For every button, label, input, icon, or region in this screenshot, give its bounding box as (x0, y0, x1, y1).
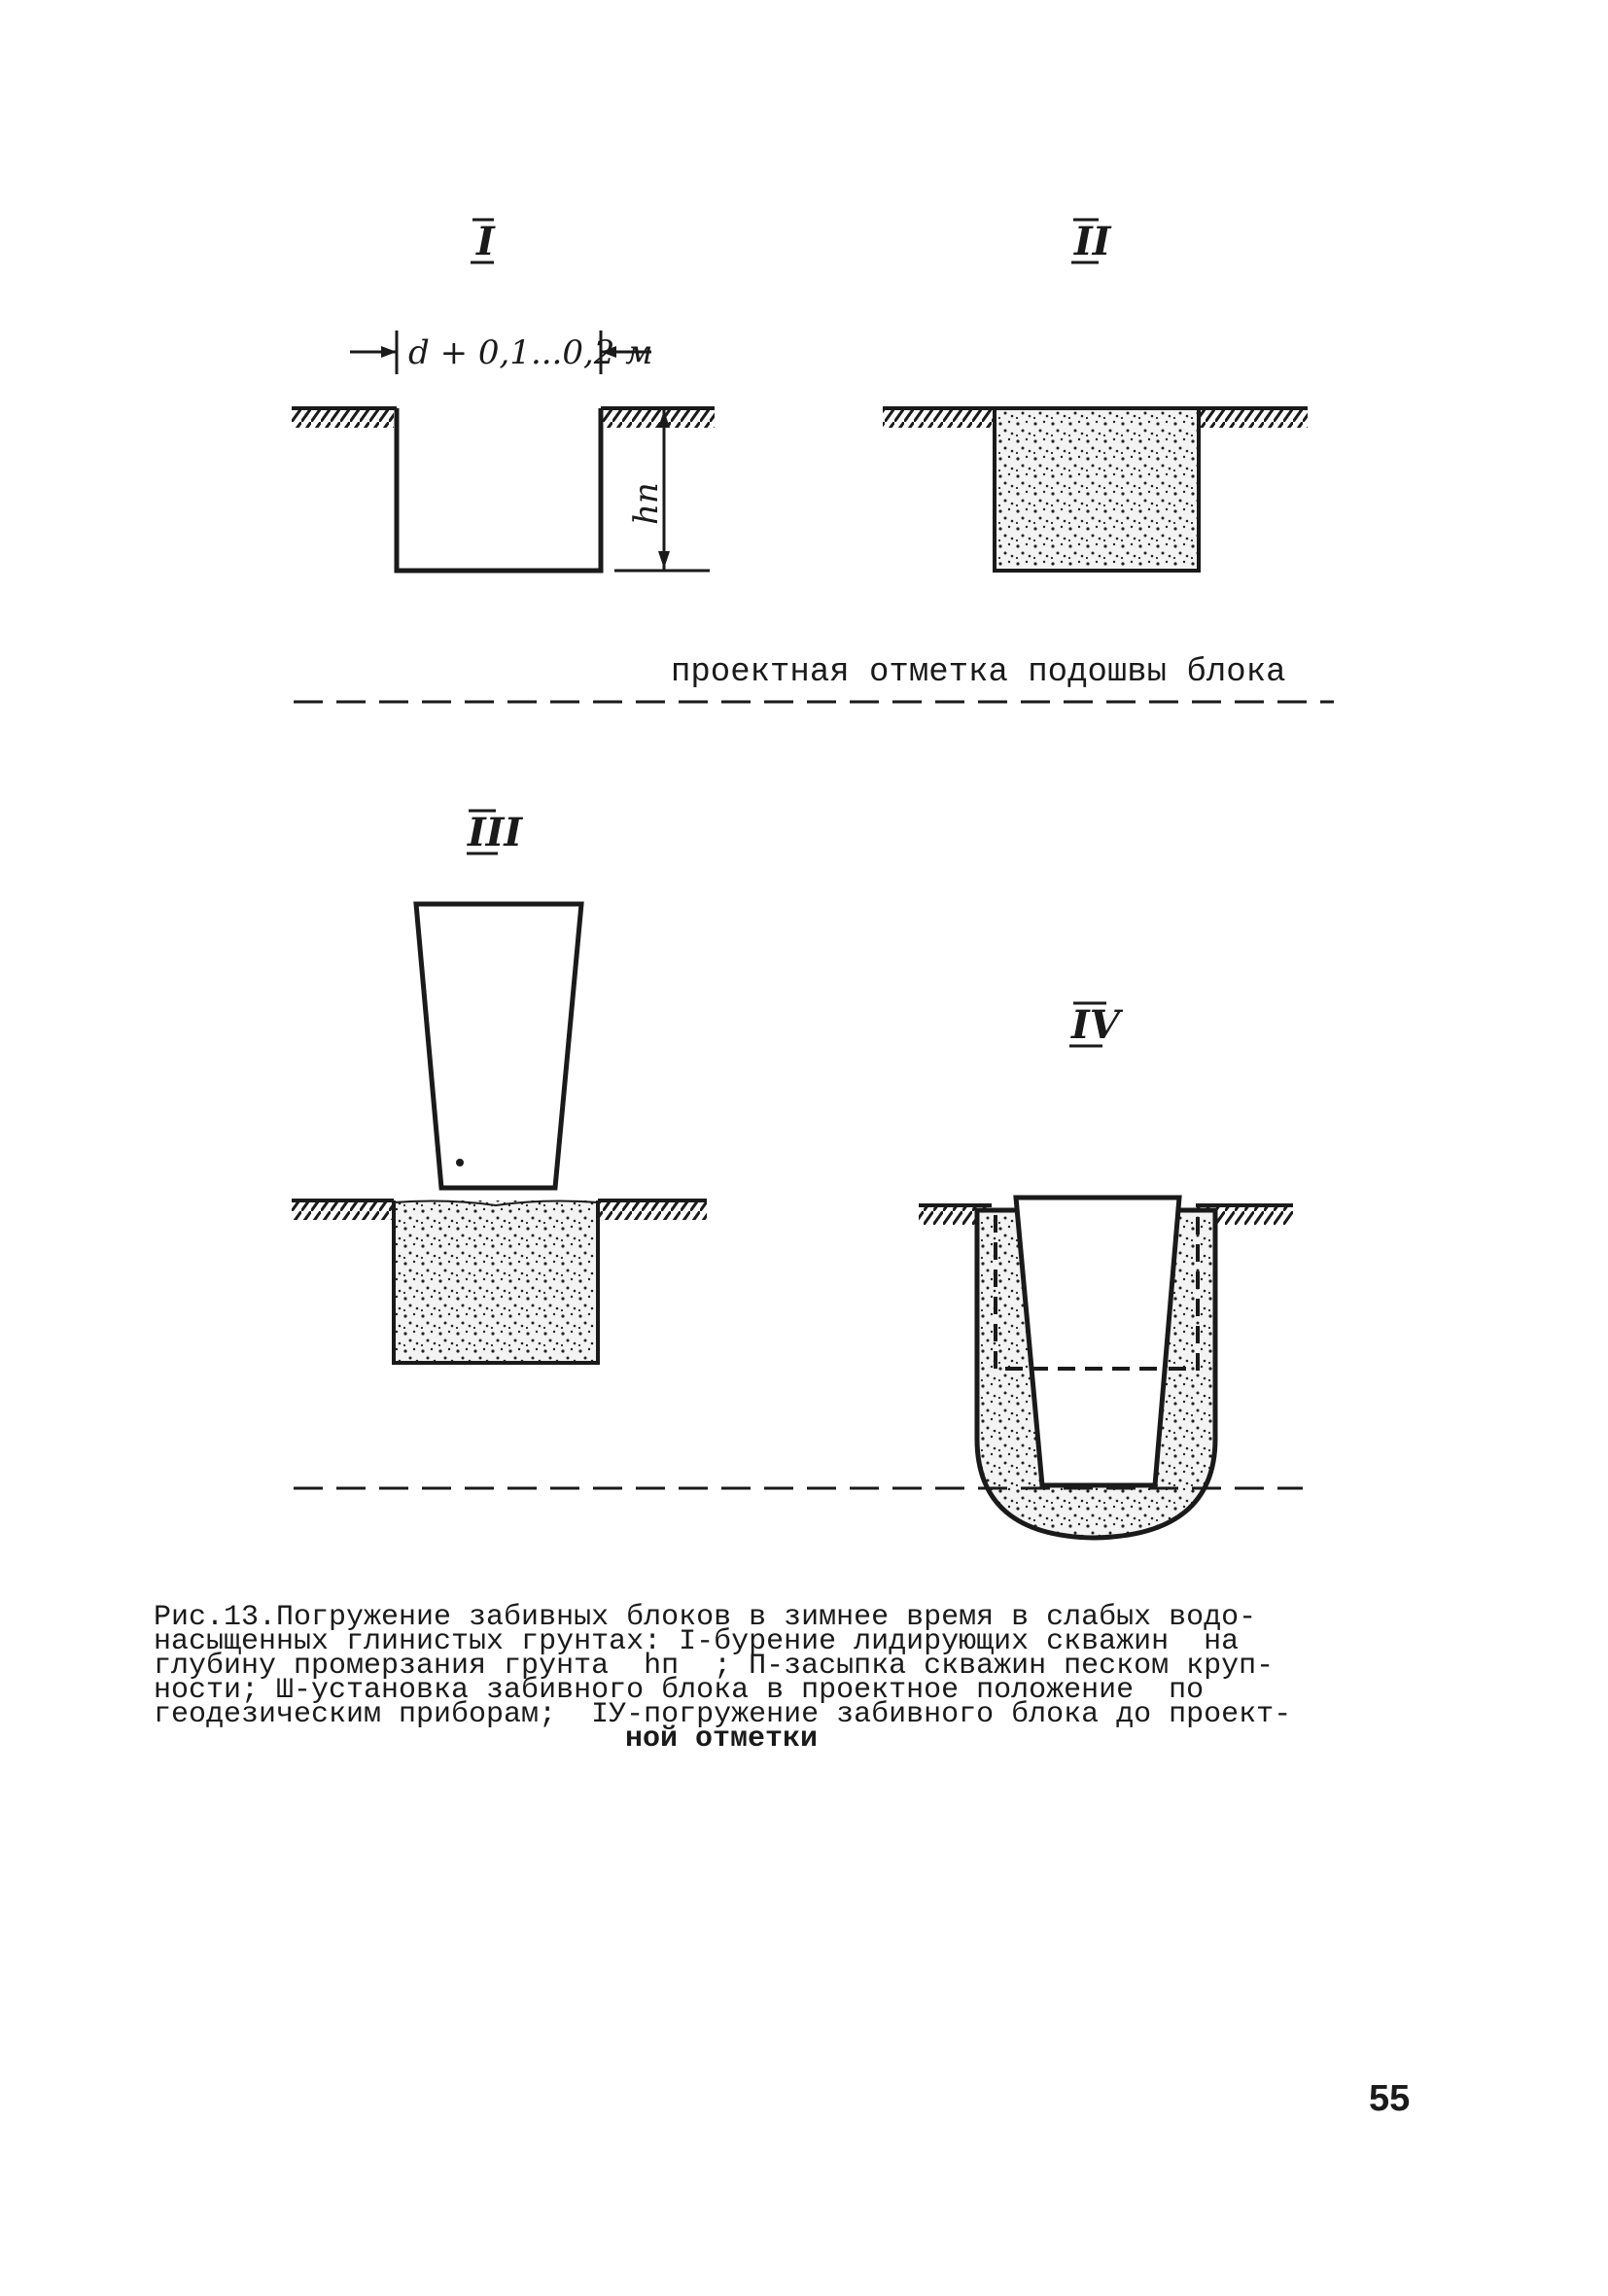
bored-hole-outline (397, 408, 601, 571)
ground-hatch-left (292, 408, 394, 428)
caption-line: глубину промерзания грунта hп ; П-засыпка скважин песком круп- (154, 1650, 1275, 1683)
stage-1-label: I (476, 219, 495, 264)
caption-line: ной отметки (625, 1722, 819, 1756)
ground-hatch-right (1199, 408, 1308, 428)
caption-line: насыщенных глинистых грунтах: I-бурение лидирующих скважин на (154, 1625, 1240, 1658)
depth-arrow-bottom (658, 551, 670, 569)
block-mark-dot (456, 1159, 464, 1166)
stage-3-group (292, 810, 707, 1363)
freeze-depth-label: hп (627, 482, 666, 525)
stage-2-label: II (1074, 219, 1111, 264)
stage-2-group (883, 219, 1308, 571)
hole-width-dimension: d + 0,1...0,2 м (408, 333, 653, 372)
sand-backfill (995, 408, 1199, 571)
ground-hatch-right (598, 1200, 707, 1220)
pile-block (416, 904, 581, 1188)
driven-pile-block (1016, 1198, 1179, 1485)
sand-filled-hole (394, 1200, 598, 1363)
ground-hatch-left (292, 1200, 394, 1220)
stage-3-label: III (468, 810, 523, 855)
ground-hatch-left (883, 408, 995, 428)
figure-caption (154, 1601, 1417, 1756)
page-number: 55 (1369, 2078, 1411, 2119)
stage-4-group (919, 1002, 1293, 1538)
ground-hatch-right (603, 408, 715, 428)
caption-line: геодезическим приборам; IУ-погружение забивного блока до проект- (154, 1698, 1292, 1731)
caption-line: Рис.13.Погружение забивных блоков в зимнее время в слабых водо- (154, 1601, 1257, 1634)
width-arrow-left (381, 346, 397, 358)
reference-line-label: проектная отметка подошвы блока (671, 654, 1286, 691)
stage-4-label: IV (1071, 1002, 1120, 1048)
caption-line: ности; Ш-установка забивного блока в проектное положение по (154, 1674, 1205, 1707)
stage-1-group (292, 219, 715, 571)
